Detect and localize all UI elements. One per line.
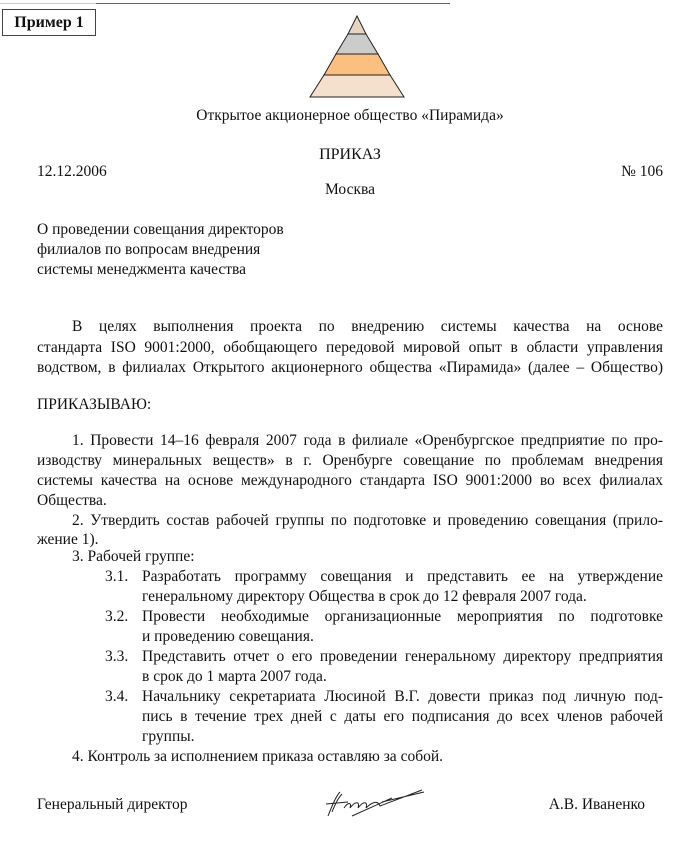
subitem-line: пись в течение трех дней с даты его подписания до всех членов рабочей: [142, 708, 663, 725]
item-1-line: системы качества на основе международного стандарта ISO 9001:2000 во всех филиалах: [37, 472, 663, 489]
subitem-line: Представить отчет о его проведении генеральному директору предприятия: [142, 648, 663, 665]
doc-date: 12.12.2006: [37, 163, 107, 180]
subitem-number: 3.1.: [105, 568, 129, 585]
top-rule: [96, 3, 450, 4]
subitem-number: 3.2.: [105, 608, 129, 625]
preamble-line: В целях выполнения проекта по внедрению системы качества на основе: [72, 318, 663, 335]
subitem-line: Начальнику секретариата Люсиной В.Г. довести приказ под личную под-: [142, 688, 663, 705]
pyramid-band-orange: [324, 54, 390, 75]
subitem-number: 3.3.: [105, 648, 129, 665]
subitem-line: генеральному директору Общества в срок до 12 февраля 2007 года.: [142, 588, 587, 605]
preamble-line: водством, в филиалах Открытого акционерного общества «Пирамида» (далее – Общество): [37, 359, 663, 376]
organization-name: Открытое акционерное общество «Пирамида»: [196, 107, 504, 124]
doc-type: ПРИКАЗ: [319, 146, 381, 163]
subitem-line: и проведению совещания.: [142, 628, 314, 645]
pyramid-logo-icon: [300, 10, 415, 102]
subject-line: О проведении совещания директоров: [37, 221, 284, 238]
pyramid-band-gray: [336, 34, 378, 54]
top-rule-light: [0, 3, 96, 4]
pyramid-band-top: [348, 16, 366, 34]
signer-name: А.В. Иваненко: [548, 796, 645, 813]
item-3: 3. Рабочей группе:: [72, 548, 195, 565]
item-2-line: жение 1).: [37, 531, 99, 548]
pyramid-band-bottom: [310, 75, 404, 97]
subitem-number: 3.4.: [105, 688, 129, 705]
preamble-line: стандарта ISO 9001:2000, обобщающего передовой мировой опыт в области управления: [37, 339, 663, 356]
item-4: 4. Контроль за исполнением приказа оставляю за собой.: [72, 748, 444, 765]
signature-icon: [322, 788, 427, 820]
item-2-line: 2. Утвердить состав рабочей группы по подготовке и проведению совещания (прило-: [72, 512, 663, 529]
subitem-line: в срок до 1 марта 2007 года.: [142, 668, 327, 685]
item-1-line: Общества.: [37, 492, 107, 509]
subject-line: системы менеджмента качества: [37, 261, 247, 278]
doc-city: Москва: [325, 181, 375, 198]
signer-title: Генеральный директор: [37, 796, 188, 813]
example-label: Пример 1: [2, 9, 96, 36]
subject-line: филиалов по вопросам внедрения: [37, 241, 261, 258]
subitem-line: Провести необходимые организационные мероприятия по подготовке: [142, 608, 663, 625]
doc-number: № 106: [621, 163, 663, 180]
subitem-line: группы.: [142, 728, 195, 745]
item-1-line: изводству минеральных веществ» в г. Оренбурге совещание по проблемам внедрения: [37, 452, 663, 469]
item-1-line: 1. Провести 14–16 февраля 2007 года в филиале «Оренбургское предприятие по про-: [72, 432, 663, 449]
subitem-line: Разработать программу совещания и представить ее на утверждение: [142, 568, 663, 585]
order-word: ПРИКАЗЫВАЮ:: [37, 396, 152, 413]
